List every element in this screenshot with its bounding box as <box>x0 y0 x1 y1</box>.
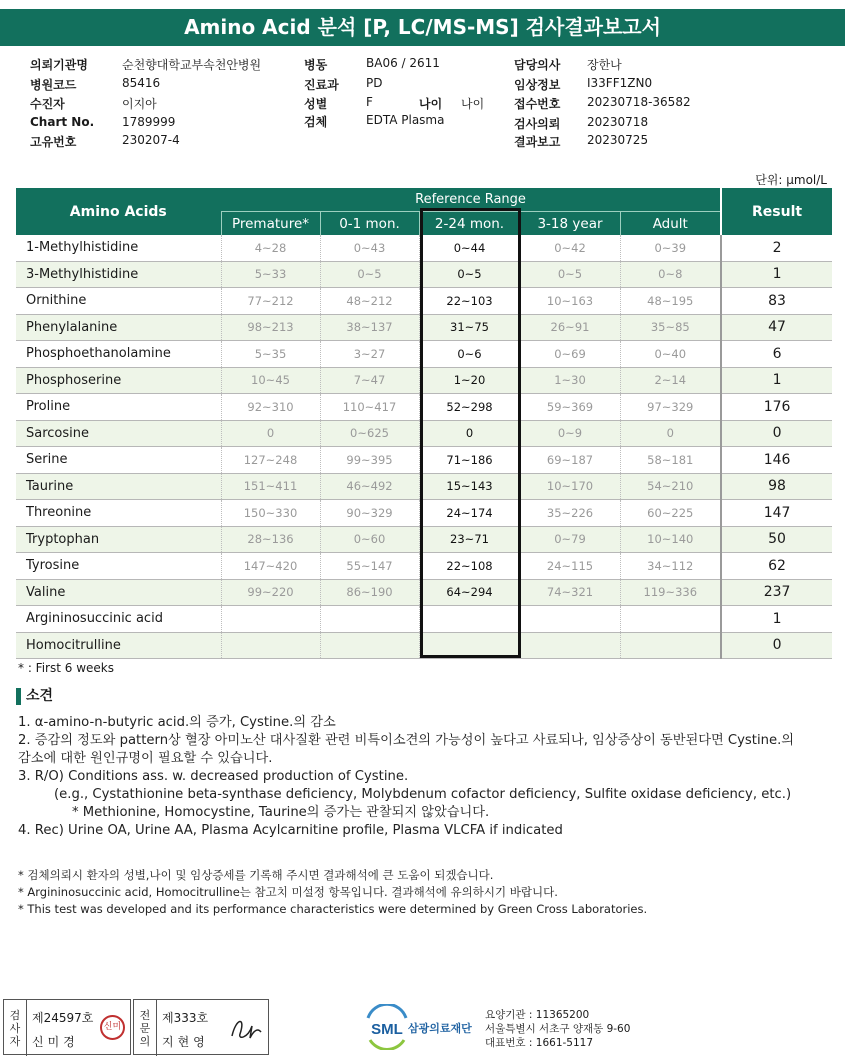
amino-acid-table <box>16 188 832 659</box>
lab-info <box>485 1008 630 1050</box>
reference-range-cell: 86~190 <box>320 579 419 606</box>
examiner-license-number: 제24597호 <box>32 1011 94 1025</box>
lab-logo-icon <box>364 1004 410 1050</box>
table-row <box>16 394 832 421</box>
finding-line: 감소에 대한 원인규명이 필요할 수 있습니다. <box>18 751 273 766</box>
lab-name: 삼광의료재단 <box>408 1022 472 1035</box>
info-label: 병원코드 <box>30 78 77 92</box>
reference-range-cell <box>419 606 520 633</box>
header-result: Result <box>721 188 832 235</box>
reference-range-cell: 110~417 <box>320 394 419 421</box>
reference-range-cell: 90~329 <box>320 500 419 527</box>
reference-range-cell: 10~170 <box>520 473 620 500</box>
result-cell: 98 <box>721 473 832 500</box>
reference-range-cell: 151~411 <box>221 473 320 500</box>
reference-range-cell: 0~44 <box>419 235 520 261</box>
reference-range-cell: 10~45 <box>221 367 320 394</box>
result-cell: 62 <box>721 553 832 580</box>
amino-acid-name: Proline <box>16 394 221 421</box>
amino-acid-name: Tryptophan <box>16 526 221 553</box>
reference-range-cell <box>520 606 620 633</box>
reference-range-cell: 4~28 <box>221 235 320 261</box>
footnote: * : First 6 weeks <box>18 661 114 675</box>
reference-range-cell: 119~336 <box>620 579 721 606</box>
reference-range-cell: 74~321 <box>520 579 620 606</box>
reference-range-cell: 0~5 <box>520 261 620 288</box>
reference-range-cell <box>620 632 721 659</box>
note-line: * 검체의뢰시 환자의 성별,나이 및 임상증세를 기록해 주시면 결과해석에 큰 도움이 되겠습니다. <box>18 868 494 882</box>
reference-range-cell: 58~181 <box>620 447 721 474</box>
reference-range-cell: 24~174 <box>419 500 520 527</box>
specialist-signature-box <box>133 999 269 1055</box>
lab-info-line: 대표번호 : 1661-5117 <box>485 1037 594 1049</box>
amino-acid-name: Argininosuccinic acid <box>16 606 221 633</box>
reference-range-cell <box>320 632 419 659</box>
findings-list <box>18 714 794 840</box>
reference-range-cell: 22~108 <box>419 553 520 580</box>
specialist-license-number: 제333호 <box>162 1011 209 1025</box>
reference-range-cell: 3~27 <box>320 341 419 368</box>
amino-acid-name: Phosphoethanolamine <box>16 341 221 368</box>
info-label: 진료과 <box>304 78 339 92</box>
reference-range-cell: 52~298 <box>419 394 520 421</box>
table-row <box>16 526 832 553</box>
result-cell: 0 <box>721 632 832 659</box>
reference-range-cell: 23~71 <box>419 526 520 553</box>
reference-range-cell: 0 <box>620 420 721 447</box>
info-value: 20230718 <box>587 115 649 129</box>
reference-range-cell: 35~85 <box>620 314 721 341</box>
reference-range-cell: 64~294 <box>419 579 520 606</box>
info-label: 검체 <box>304 115 328 129</box>
reference-range-cell: 0~69 <box>520 341 620 368</box>
lab-info-line: 서울특별시 서초구 양재동 9-60 <box>485 1023 631 1035</box>
note-line: * Argininosuccinic acid, Homocitrulline는 참고치 미설정 항목입니다. 결과해석에 유의하시기 바랍니다. <box>18 885 558 899</box>
age-label: 나이 <box>419 97 443 111</box>
age-value: 나이 <box>461 97 485 111</box>
header-ref-col: Adult <box>620 212 721 236</box>
reference-range-cell: 15~143 <box>419 473 520 500</box>
reference-range-cell: 38~137 <box>320 314 419 341</box>
amino-acid-name: 1-Methylhistidine <box>16 235 221 261</box>
examiner-seal-icon: 신미 <box>100 1015 125 1040</box>
table-row <box>16 579 832 606</box>
table-row <box>16 288 832 315</box>
result-cell: 0 <box>721 420 832 447</box>
info-label: 담당의사 <box>514 58 561 72</box>
header-ref-col: 3-18 year <box>520 212 620 236</box>
amino-acid-name: Taurine <box>16 473 221 500</box>
reference-range-cell: 77~212 <box>221 288 320 315</box>
info-value: 1789999 <box>122 115 176 129</box>
result-cell: 6 <box>721 341 832 368</box>
amino-acid-name: Homocitrulline <box>16 632 221 659</box>
amino-acid-name: Serine <box>16 447 221 474</box>
reference-range-cell: 0~60 <box>320 526 419 553</box>
result-cell: 2 <box>721 235 832 261</box>
reference-range-cell: 147~420 <box>221 553 320 580</box>
reference-range-cell: 0~79 <box>520 526 620 553</box>
reference-range-cell: 2~14 <box>620 367 721 394</box>
table-row <box>16 420 832 447</box>
reference-range-cell: 71~186 <box>419 447 520 474</box>
info-label: 고유번호 <box>30 135 77 149</box>
reference-range-cell: 0 <box>221 420 320 447</box>
reference-range-cell: 46~492 <box>320 473 419 500</box>
reference-range-cell: 0~43 <box>320 235 419 261</box>
reference-range-cell: 0~5 <box>419 261 520 288</box>
reference-range-cell: 0~5 <box>320 261 419 288</box>
specialist-signature-icon <box>228 1012 264 1044</box>
finding-line: * Methionine, Homocystine, Taurine의 증가는 관찰되지 않았습니다. <box>72 805 490 820</box>
info-label: 의뢰기관명 <box>30 58 88 72</box>
info-label: 수진자 <box>30 97 65 111</box>
amino-acid-name: Tyrosine <box>16 553 221 580</box>
result-cell: 147 <box>721 500 832 527</box>
amino-acid-name: Phenylalanine <box>16 314 221 341</box>
reference-range-cell: 150~330 <box>221 500 320 527</box>
reference-range-cell: 60~225 <box>620 500 721 527</box>
reference-range-cell: 0~6 <box>419 341 520 368</box>
reference-range-cell: 0~8 <box>620 261 721 288</box>
info-value: 85416 <box>122 76 161 90</box>
amino-acid-name: Phosphoserine <box>16 367 221 394</box>
info-label: 결과보고 <box>514 135 561 149</box>
info-label: Chart No. <box>30 115 95 129</box>
result-cell: 47 <box>721 314 832 341</box>
result-cell: 146 <box>721 447 832 474</box>
finding-line: 1. α-amino-n-butyric acid.의 증가, Cystine.의 감소 <box>18 715 336 730</box>
lab-logo <box>364 1004 484 1050</box>
table-row <box>16 235 832 261</box>
reference-range-cell: 0~42 <box>520 235 620 261</box>
reference-range-cell: 24~115 <box>520 553 620 580</box>
header-amino-acids: Amino Acids <box>16 188 221 235</box>
table-row <box>16 314 832 341</box>
header-ref-col: Premature* <box>221 212 320 236</box>
reference-range-cell: 98~213 <box>221 314 320 341</box>
info-label: 검사의뢰 <box>514 117 561 131</box>
reference-range-cell: 28~136 <box>221 526 320 553</box>
reference-range-cell: 0 <box>419 420 520 447</box>
reference-range-cell: 54~210 <box>620 473 721 500</box>
info-value: PD <box>366 76 383 90</box>
info-value: F <box>366 95 373 109</box>
finding-line: 4. Rec) Urine OA, Urine AA, Plasma Acylcarnitine profile, Plasma VLCFA if indicated <box>18 823 563 838</box>
reference-range-cell: 22~103 <box>419 288 520 315</box>
header-reference-range: Reference Range <box>221 188 721 212</box>
specialist-vertical-label: 전 문 의 <box>134 1000 157 1056</box>
reference-range-cell: 10~140 <box>620 526 721 553</box>
reference-range-cell: 0~40 <box>620 341 721 368</box>
result-cell: 50 <box>721 526 832 553</box>
table-row <box>16 500 832 527</box>
reference-range-cell: 1~30 <box>520 367 620 394</box>
table-row <box>16 632 832 659</box>
info-label: 접수번호 <box>514 97 561 111</box>
table-row <box>16 606 832 633</box>
examiner-signature-box <box>3 999 131 1055</box>
amino-acid-name: Ornithine <box>16 288 221 315</box>
reference-range-cell: 55~147 <box>320 553 419 580</box>
result-cell: 1 <box>721 367 832 394</box>
reference-range-cell: 97~329 <box>620 394 721 421</box>
result-cell: 237 <box>721 579 832 606</box>
reference-range-cell: 59~369 <box>520 394 620 421</box>
info-value: 20230718-36582 <box>587 95 691 109</box>
reference-range-cell: 34~112 <box>620 553 721 580</box>
lab-logo-text: SML <box>371 1021 403 1038</box>
reference-range-cell: 99~395 <box>320 447 419 474</box>
info-value: 순천향대학교부속천안병원 <box>122 58 262 72</box>
lab-info-line: 요양기관 : 11365200 <box>485 1009 590 1021</box>
info-value: 20230725 <box>587 133 649 147</box>
reference-range-cell <box>221 632 320 659</box>
reference-range-cell <box>419 632 520 659</box>
reference-range-cell: 26~91 <box>520 314 620 341</box>
finding-line: 3. R/O) Conditions ass. w. decreased production of Cystine. <box>18 769 409 784</box>
finding-line: 2. 증감의 정도와 pattern상 혈장 아미노산 대사질환 관련 비특이소견의 가능성이 높다고 사료되나, 임상증상이 동반된다면 Cystine.의 <box>18 733 795 748</box>
info-label: 병동 <box>304 58 328 72</box>
reference-range-cell: 0~9 <box>520 420 620 447</box>
header-ref-col: 0-1 mon. <box>320 212 419 236</box>
report-title: Amino Acid 분석 [P, LC/MS-MS] 검사결과보고서 <box>0 9 845 46</box>
result-cell: 83 <box>721 288 832 315</box>
note-line: * This test was developed and its performance characteristics were determined by Green Cross Laboratories. <box>18 902 648 916</box>
result-cell: 1 <box>721 606 832 633</box>
info-value: BA06 / 2611 <box>366 56 440 70</box>
header-ref-col: 2-24 mon. <box>419 212 520 236</box>
table-row <box>16 341 832 368</box>
finding-line: (e.g., Cystathionine beta-synthase deficiency, Molybdenum cofactor deficiency, Sulfite oxidase deficiency, etc.) <box>54 787 792 802</box>
info-value: I33FF1ZN0 <box>587 76 653 90</box>
info-value: 이지아 <box>122 97 157 111</box>
table-row <box>16 553 832 580</box>
result-cell: 176 <box>721 394 832 421</box>
table-row <box>16 447 832 474</box>
reference-range-cell <box>520 632 620 659</box>
unit-label: 단위: µmol/L <box>755 173 827 187</box>
examiner-vertical-label: 검 사 자 <box>4 1000 27 1056</box>
findings-title: 소견 <box>16 688 53 705</box>
amino-acid-name: Valine <box>16 579 221 606</box>
amino-acid-name: 3-Methylhistidine <box>16 261 221 288</box>
reference-range-cell: 48~195 <box>620 288 721 315</box>
reference-range-cell: 5~33 <box>221 261 320 288</box>
amino-acid-name: Sarcosine <box>16 420 221 447</box>
reference-range-cell: 48~212 <box>320 288 419 315</box>
amino-acid-name: Threonine <box>16 500 221 527</box>
info-value: EDTA Plasma <box>366 113 445 127</box>
reference-range-cell: 92~310 <box>221 394 320 421</box>
examiner-name: 신미경 <box>32 1035 79 1049</box>
reference-range-cell: 0~625 <box>320 420 419 447</box>
notes-list <box>18 867 647 918</box>
reference-range-cell: 31~75 <box>419 314 520 341</box>
info-label: 임상정보 <box>514 78 561 92</box>
table-row <box>16 367 832 394</box>
reference-range-cell: 69~187 <box>520 447 620 474</box>
info-value: 장한나 <box>587 58 622 72</box>
table-row <box>16 473 832 500</box>
reference-range-cell: 127~248 <box>221 447 320 474</box>
reference-range-cell <box>320 606 419 633</box>
reference-range-cell: 1~20 <box>419 367 520 394</box>
reference-range-cell <box>221 606 320 633</box>
table-row <box>16 261 832 288</box>
reference-range-cell: 10~163 <box>520 288 620 315</box>
result-cell: 1 <box>721 261 832 288</box>
info-label: 성별 <box>304 97 328 111</box>
info-value: 230207-4 <box>122 133 180 147</box>
specialist-name: 지현영 <box>162 1035 209 1049</box>
reference-range-cell <box>620 606 721 633</box>
reference-range-cell: 7~47 <box>320 367 419 394</box>
reference-range-cell: 0~39 <box>620 235 721 261</box>
reference-range-cell: 99~220 <box>221 579 320 606</box>
reference-range-cell: 5~35 <box>221 341 320 368</box>
reference-range-cell: 35~226 <box>520 500 620 527</box>
